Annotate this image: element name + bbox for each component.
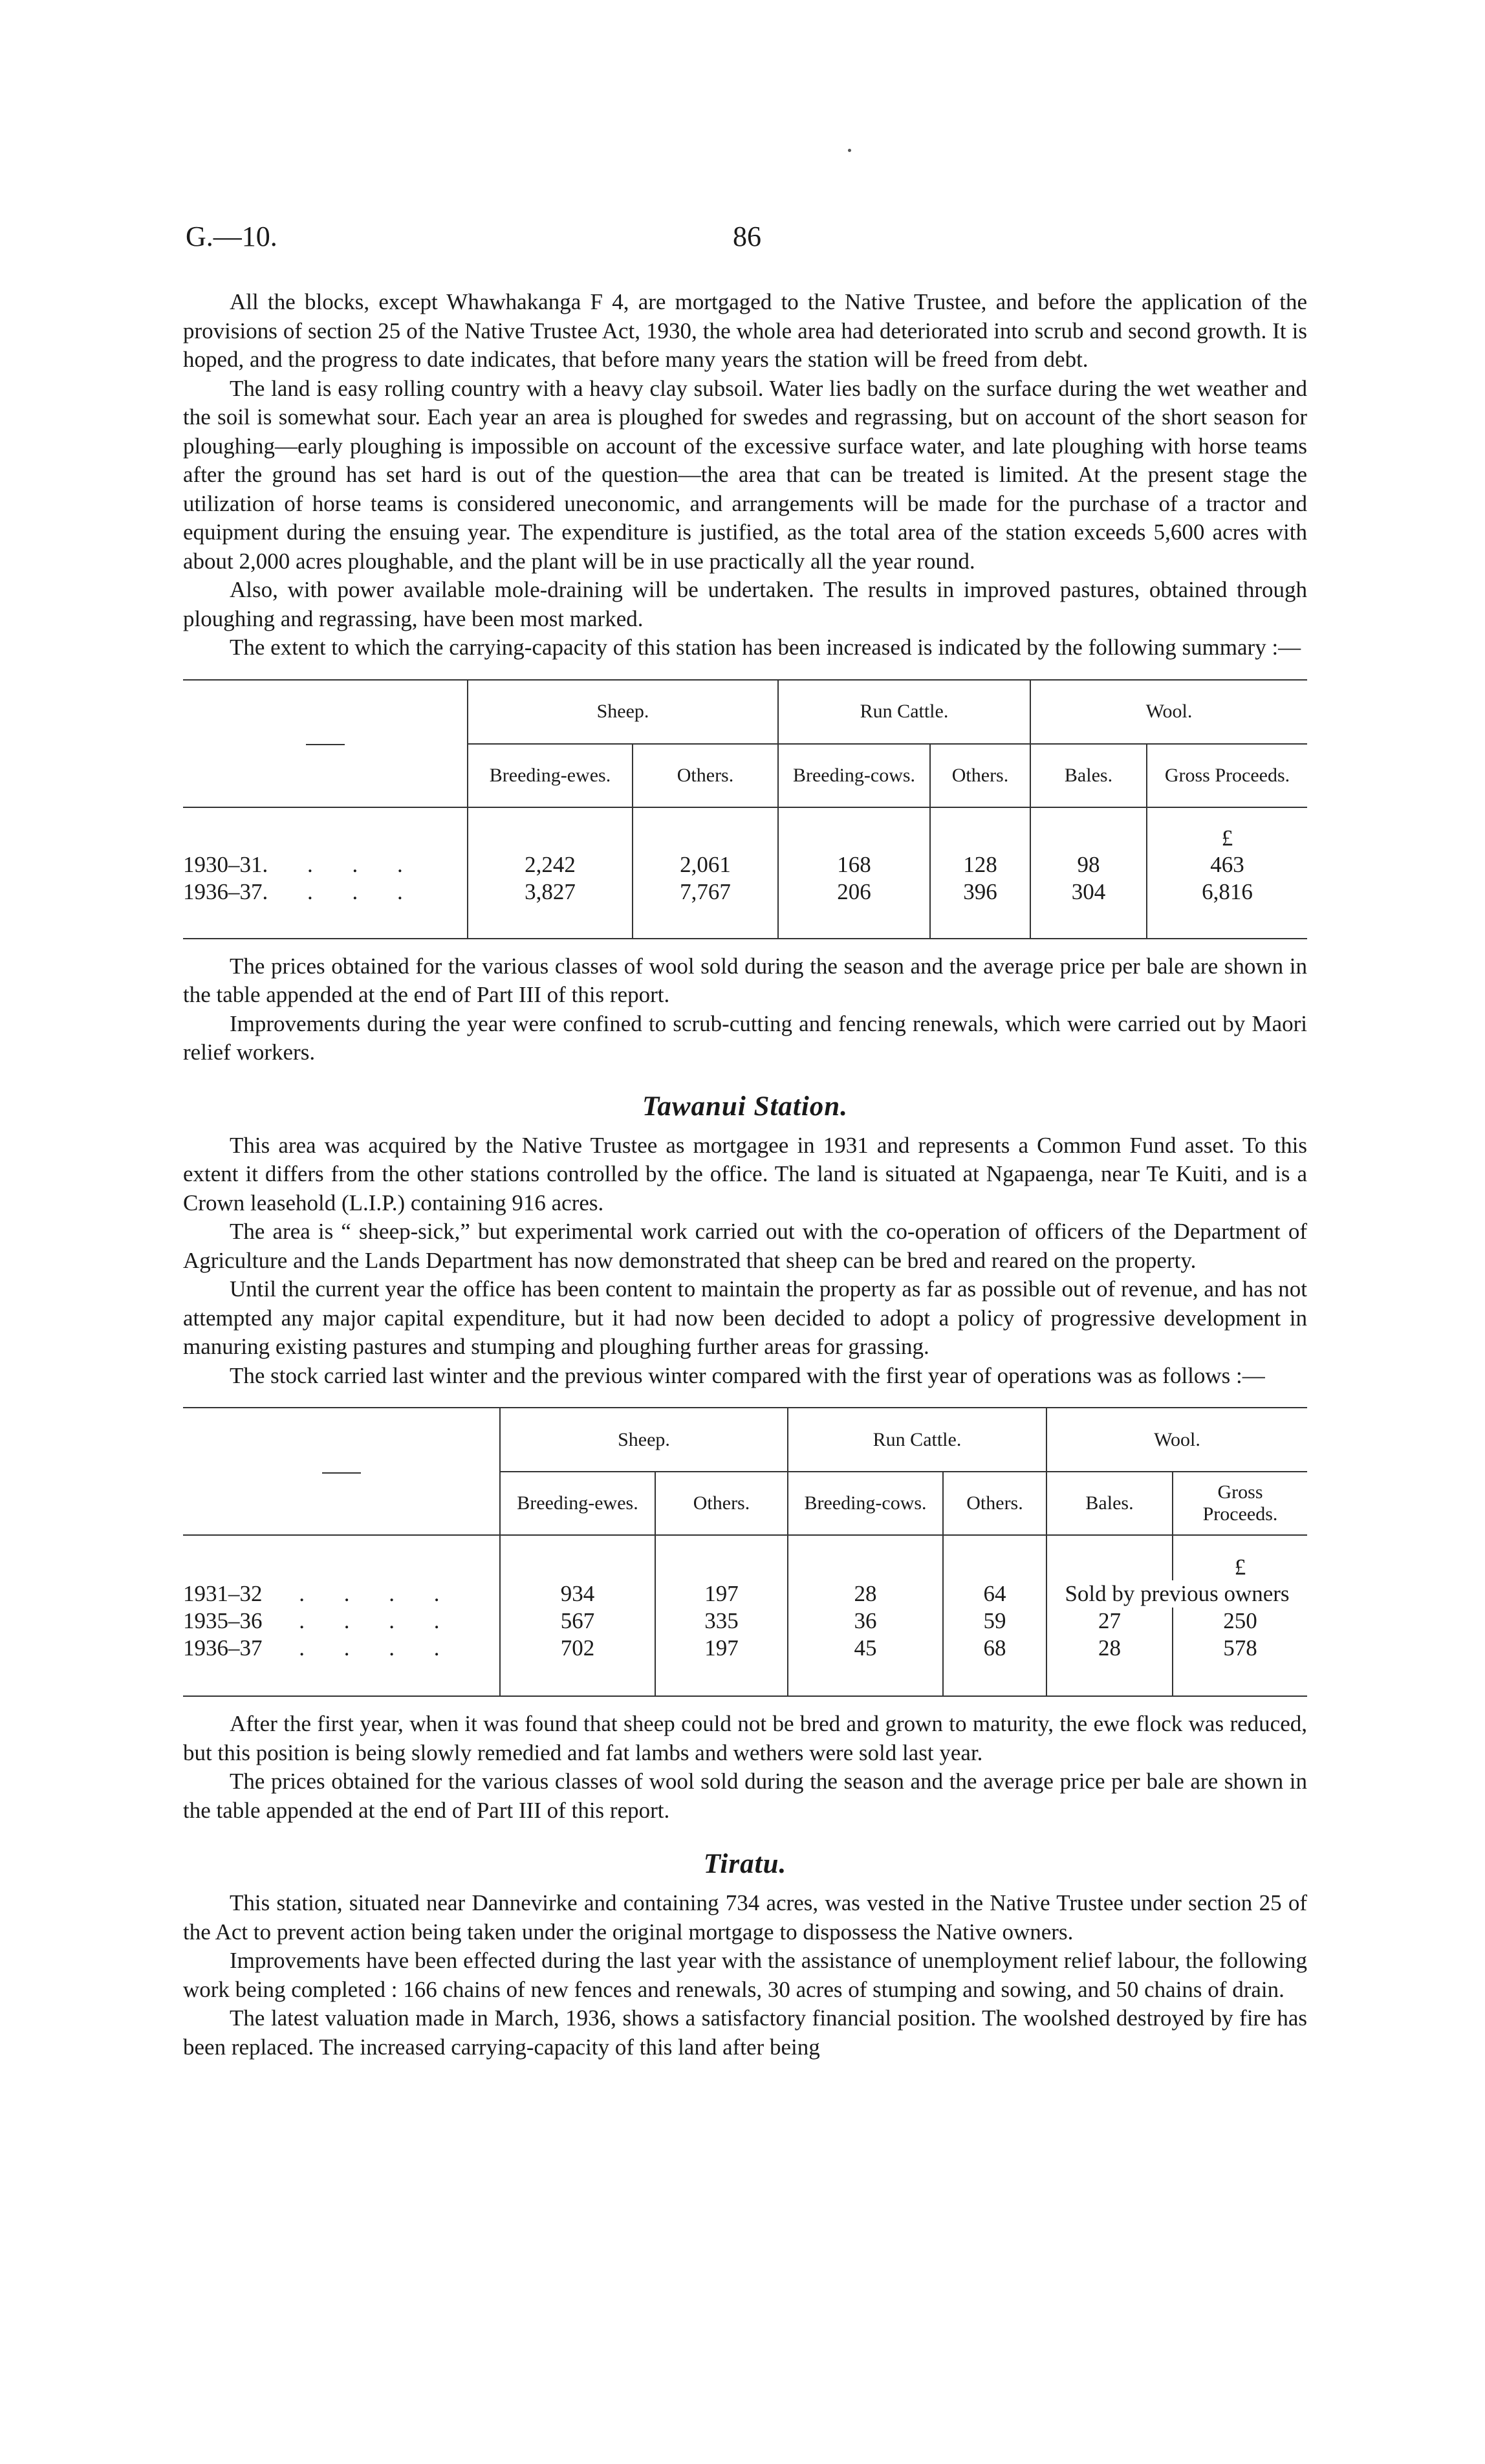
row-year: 1930–31	[183, 851, 263, 877]
cell-value: 567	[500, 1608, 655, 1635]
paragraph: The stock carried last winter and the previous winter compared with the first year of operations was as follows :—	[230, 1362, 1265, 1388]
cell-value: 68	[943, 1635, 1046, 1662]
table-row	[183, 1608, 1307, 1635]
row-year: 1931–32	[183, 1581, 263, 1606]
column-header: Gross Proceeds.	[1173, 1472, 1307, 1535]
table-row	[183, 1635, 1307, 1662]
sold-note: Sold by previous owners	[1046, 1580, 1307, 1608]
column-header: Others.	[633, 744, 778, 807]
paragraph: Also, with power available mole-draining will be undertaken. The results in improved pastures, obtained through ploughing and regrassing, have been most marked.	[183, 577, 1307, 631]
dash-mark	[306, 744, 345, 745]
leader-dots: . . . .	[299, 1635, 457, 1661]
group-header-sheep: Sheep.	[468, 681, 778, 744]
cell-value: 578	[1173, 1635, 1307, 1662]
blank-header-cell	[183, 681, 468, 807]
cell-value: 27	[1046, 1608, 1173, 1635]
column-header: Others.	[655, 1472, 788, 1535]
table-row	[183, 851, 1307, 878]
column-header: Breeding-cows.	[778, 744, 930, 807]
column-header: Others.	[930, 744, 1030, 807]
paragraph: The latest valuation made in March, 1936, shows a satisfactory financial position. The woolshed destroyed by fire has been replaced. The increased carrying-capacity of this land after being	[183, 2005, 1307, 2060]
group-header-wool: Wool.	[1046, 1408, 1307, 1472]
paragraph: This station, situated near Dannevirke and containing 734 acres, was vested in the Native Trustee under section 25 of the Act to prevent action being taken under the original mortgage to dispossess the Native owners.	[183, 1890, 1307, 1945]
paragraph: After the first year, when it was found that sheep could not be bred and grown to maturity, the ewe flock was reduced, but this position is being slowly remedied and fat lambs and wethers were sold last year.	[183, 1711, 1307, 1765]
leader-dots: . . . .	[299, 1581, 457, 1606]
currency-symbol: £	[1147, 807, 1307, 851]
column-header: Gross Proceeds.	[1147, 744, 1307, 807]
paragraph: The prices obtained for the various classes of wool sold during the season and the average price per bale are shown in the table appended at the end of Part III of this report.	[183, 1769, 1307, 1823]
stock-summary-table-1	[183, 679, 1307, 939]
paragraph: The extent to which the carrying-capacity of this station has been increased is indicated by the following summary :—	[230, 635, 1301, 660]
paragraph: The land is easy rolling country with a heavy clay subsoil. Water lies badly on the surface during the wet weather and the soil is somewhat sour. Each year an area is ploughed for swedes and regrassing, but on account of the short season for ploughing—early ploughing is impossible on account of the excessive surface water, and late ploughing with horse teams after the ground has set hard is out of the question—the area that can be treated is limited. At the present stage the utilization of horse teams is considered uneconomic, and arrangements will be made for the purchase of a tractor and equipment during the ensuing year. The expenditure is justified, as the total area of the station exceeds 5,600 acres with about 2,000 acres ploughable, and the plant will be in use practically all the year round.	[183, 375, 1307, 574]
cell-value: 2,242	[468, 851, 633, 878]
row-year: 1936–37	[183, 1635, 263, 1661]
paragraph: Improvements during the year were confined to scrub-cutting and fencing renewals, which were carried out by Maori relief workers.	[183, 1010, 1307, 1065]
cell-value: 250	[1173, 1608, 1307, 1635]
cell-value: 3,827	[468, 878, 633, 906]
cell-value: 702	[500, 1635, 655, 1662]
cell-value: 396	[930, 878, 1030, 906]
cell-value: 45	[788, 1635, 943, 1662]
group-header-run-cattle: Run Cattle.	[778, 681, 1030, 744]
document-reference: G.—10.	[186, 221, 277, 252]
blank-header-cell	[183, 1408, 500, 1535]
column-header: Breeding-cows.	[788, 1472, 943, 1535]
row-year: 1935–36	[183, 1608, 263, 1633]
cell-value: 98	[1030, 851, 1147, 878]
table-row	[183, 878, 1307, 906]
group-header-run-cattle: Run Cattle.	[788, 1408, 1046, 1472]
paragraph: Improvements have been effected during the last year with the assistance of unemployment relief labour, the following work being completed : 166 chains of new fences and renewals, 30 acres of stumping and sowing, and 50 chains of drain.	[183, 1948, 1307, 2002]
cell-value: 128	[930, 851, 1030, 878]
cell-value: 197	[655, 1635, 788, 1662]
group-header-wool: Wool.	[1030, 681, 1307, 744]
cell-value: 6,816	[1147, 878, 1307, 906]
cell-value: 197	[655, 1580, 788, 1608]
paragraph: Until the current year the office has been content to maintain the property as far as possible out of revenue, and has not attempted any major capital expenditure, but it had now been decided to adopt a policy of progressive development in manuring existing pastures and stumping and ploughing further areas for grassing.	[183, 1276, 1307, 1359]
leader-dots: . . . .	[299, 1608, 457, 1633]
column-header: Breeding-ewes.	[500, 1472, 655, 1535]
cell-value: 206	[778, 878, 930, 906]
column-header: Others.	[943, 1472, 1046, 1535]
column-header: Bales.	[1030, 744, 1147, 807]
group-header-sheep: Sheep.	[500, 1408, 788, 1472]
cell-value: 335	[655, 1608, 788, 1635]
cell-value: 36	[788, 1608, 943, 1635]
column-header: Breeding-ewes.	[468, 744, 633, 807]
stock-summary-table-2	[183, 1407, 1307, 1697]
page-header	[183, 220, 1307, 265]
paragraph: The prices obtained for the various classes of wool sold during the season and the average price per bale are shown in the table appended at the end of Part III of this report.	[183, 953, 1307, 1007]
cell-value: 304	[1030, 878, 1147, 906]
leader-dots: . . . .	[262, 851, 420, 877]
cell-value: 463	[1147, 851, 1307, 878]
dash-mark	[322, 1472, 361, 1474]
section-title-tiratu: Tiratu.	[703, 1849, 787, 1879]
cell-value: 7,767	[633, 878, 778, 906]
cell-value: 2,061	[633, 851, 778, 878]
currency-symbol: £	[1173, 1535, 1307, 1580]
cell-value: 64	[943, 1580, 1046, 1608]
cell-value: 28	[1046, 1635, 1173, 1662]
cell-value: 934	[500, 1580, 655, 1608]
column-header: Bales.	[1046, 1472, 1173, 1535]
cell-value: 168	[778, 851, 930, 878]
page-body	[183, 288, 1307, 2062]
paragraph: This area was acquired by the Native Trustee as mortgagee in 1931 and represents a Common Fund asset. To this extent it differs from the other stations controlled by the office. The land is situated at Ngapaenga, near Te Kuiti, and is a Crown leasehold (L.I.P.) containing 916 acres.	[183, 1132, 1307, 1216]
row-year: 1936–37	[183, 878, 263, 904]
section-title-tawanui: Tawanui Station.	[642, 1091, 848, 1122]
page-number: 86	[733, 221, 761, 252]
cell-value: 28	[788, 1580, 943, 1608]
leader-dots: . . . .	[262, 878, 420, 904]
table-row	[183, 1580, 1307, 1608]
paragraph: The area is “ sheep-sick,” but experimental work carried out with the co-operation of officers of the Department of Agriculture and the Lands Department has now demonstrated that sheep can be bred and reared on the property.	[183, 1219, 1307, 1273]
cell-value: 59	[943, 1608, 1046, 1635]
print-speck	[848, 149, 851, 152]
paragraph: All the blocks, except Whawhakanga F 4, are mortgaged to the Native Trustee, and before the application of the provisions of section 25 of the Native Trustee Act, 1930, the whole area had deteriorated into scrub and second growth. It is hoped, and the progress to date indicates, that before many years the station will be freed from debt.	[183, 289, 1307, 372]
